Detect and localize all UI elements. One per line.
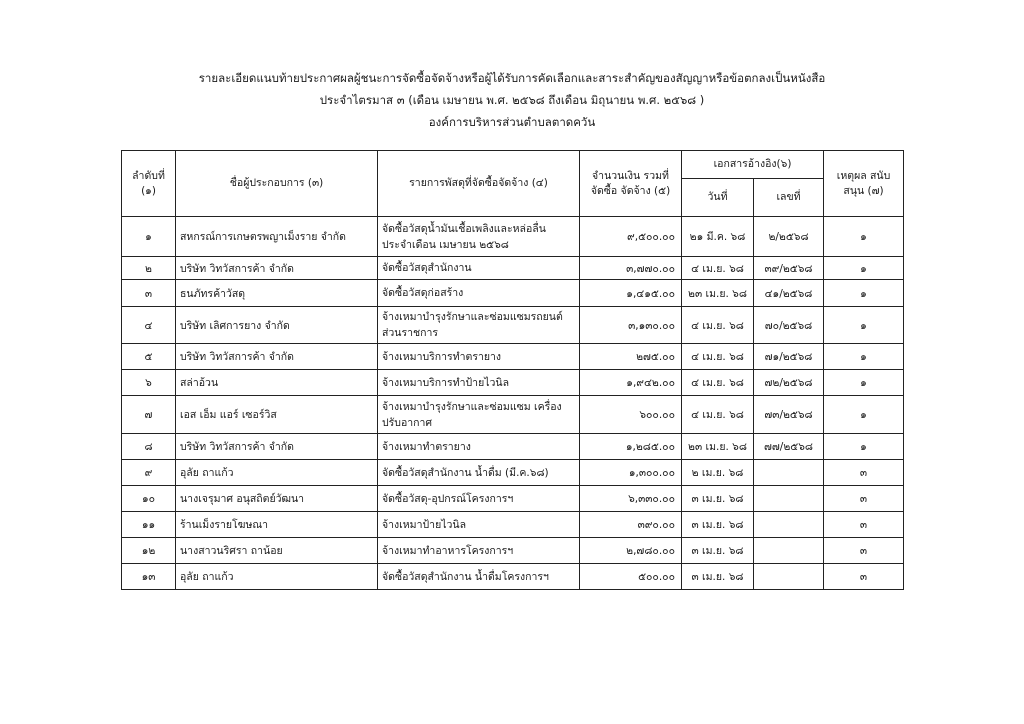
cell-reason: ๑: [824, 344, 904, 370]
procurement-table: [121, 150, 904, 590]
cell-seq: ๒: [122, 257, 176, 280]
cell-ref-no: ๗๗/๒๕๖๘: [754, 434, 824, 460]
cell-ref-no: [754, 460, 824, 486]
cell-vendor: ร้านเม็งรายโฆษณา: [176, 512, 378, 538]
header-item: รายการพัสดุที่จัดซื้อจัดจ้าง (๔): [378, 151, 580, 217]
cell-ref-no: ๗๑/๒๕๖๘: [754, 344, 824, 370]
cell-amount: ๓๙๐.๐๐: [580, 512, 682, 538]
cell-seq: ๙: [122, 460, 176, 486]
cell-ref-date: ๔ เม.ย. ๖๘: [682, 370, 754, 396]
table-row: [122, 460, 904, 486]
document-title-line-1: รายละเอียดแนบท้ายประกาศผลผู้ชนะการจัดซื้อจัดจ้างหรือผู้ได้รับการคัดเลือกและสาระสำคัญของสัญญาหรือข้อตกลงเป็นหนังสือ: [198, 71, 826, 85]
cell-amount: ๖๐๐.๐๐: [580, 396, 682, 434]
cell-reason: ๓: [824, 564, 904, 590]
cell-ref-date: ๓ เม.ย. ๖๘: [682, 512, 754, 538]
header-reason: เหตุผล สนับ สนุน (๗): [824, 151, 904, 217]
cell-seq: ๘: [122, 434, 176, 460]
cell-vendor: นางสาวนริศรา ถาน้อย: [176, 538, 378, 564]
cell-ref-date: ๒๓ เม.ย. ๖๘: [682, 434, 754, 460]
cell-reason: ๑: [824, 370, 904, 396]
cell-seq: ๑๑: [122, 512, 176, 538]
cell-ref-no: ๗๐/๒๕๖๘: [754, 307, 824, 344]
header-ref-date: วันที่: [682, 179, 754, 217]
cell-amount: ๑,๒๘๕.๐๐: [580, 434, 682, 460]
table-row: [122, 512, 904, 538]
table-row: [122, 344, 904, 370]
cell-vendor: บริษัท วิทวัสการค้า จำกัด: [176, 257, 378, 280]
cell-ref-date: ๒๓ เม.ย. ๖๘: [682, 280, 754, 307]
table-row: [122, 217, 904, 257]
cell-reason: ๓: [824, 460, 904, 486]
cell-vendor: บริษัท เลิศการยาง จำกัด: [176, 307, 378, 344]
cell-item: จัดซื้อวัสดุน้ำมันเชื้อเพลิงและหล่อลื่น ประจำเดือน เมษายน ๒๕๖๘: [378, 217, 580, 257]
cell-reason: ๓: [824, 486, 904, 512]
cell-ref-no: [754, 512, 824, 538]
cell-ref-date: ๒ เม.ย. ๖๘: [682, 460, 754, 486]
cell-amount: ๑,๔๑๕.๐๐: [580, 280, 682, 307]
table-row: [122, 564, 904, 590]
cell-item: จัดซื้อวัสดุสำนักงาน น้ำดื่มโครงการฯ: [378, 564, 580, 590]
cell-ref-no: ๗๒/๒๕๖๘: [754, 370, 824, 396]
cell-ref-no: ๓๙/๒๕๖๘: [754, 257, 824, 280]
cell-ref-no: [754, 486, 824, 512]
cell-item: จ้างเหมาทำอาหารโครงการฯ: [378, 538, 580, 564]
cell-vendor: สหกรณ์การเกษตรพญาเม็งราย จำกัด: [176, 217, 378, 257]
cell-reason: ๓: [824, 512, 904, 538]
cell-ref-date: ๓ เม.ย. ๖๘: [682, 538, 754, 564]
cell-ref-date: ๓ เม.ย. ๖๘: [682, 564, 754, 590]
cell-ref-date: ๓ เม.ย. ๖๘: [682, 486, 754, 512]
cell-vendor: บริษัท วิทวัสการค้า จำกัด: [176, 434, 378, 460]
cell-reason: ๑: [824, 396, 904, 434]
table-row: [122, 257, 904, 280]
header-vendor: ชื่อผู้ประกอบการ (๓): [176, 151, 378, 217]
cell-seq: ๗: [122, 396, 176, 434]
cell-reason: ๑: [824, 217, 904, 257]
cell-item: จ้างเหมาบำรุงรักษาและซ่อมแซม เครื่องปรับอากาศ: [378, 396, 580, 434]
cell-reason: ๑: [824, 257, 904, 280]
cell-amount: ๕๐๐.๐๐: [580, 564, 682, 590]
header-reference-group: เอกสารอ้างอิง(๖): [682, 151, 824, 179]
cell-item: จ้างเหมาทำตรายาง: [378, 434, 580, 460]
cell-vendor: สล่าอ้วน: [176, 370, 378, 396]
table-row: [122, 486, 904, 512]
table-row: [122, 538, 904, 564]
cell-seq: ๔: [122, 307, 176, 344]
table-row: [122, 370, 904, 396]
document-title-line-2: ประจำไตรมาส ๓ (เดือน เมษายน พ.ศ. ๒๕๖๘ ถึงเดือน มิถุนายน พ.ศ. ๒๕๖๘ ): [319, 93, 705, 107]
cell-ref-no: ๔๑/๒๕๖๘: [754, 280, 824, 307]
cell-ref-date: ๔ เม.ย. ๖๘: [682, 257, 754, 280]
cell-ref-date: ๒๑ มี.ค. ๖๘: [682, 217, 754, 257]
cell-reason: ๑: [824, 280, 904, 307]
table-header-row: [122, 151, 904, 179]
cell-amount: ๒๗๕.๐๐: [580, 344, 682, 370]
cell-amount: ๓,๑๓๐.๐๐: [580, 307, 682, 344]
cell-amount: ๖,๓๓๐.๐๐: [580, 486, 682, 512]
cell-seq: ๕: [122, 344, 176, 370]
table-row: [122, 434, 904, 460]
cell-seq: ๑๓: [122, 564, 176, 590]
cell-ref-no: [754, 564, 824, 590]
cell-ref-no: ๒/๒๕๖๘: [754, 217, 824, 257]
cell-item: จ้างเหมาบริการทำตรายาง: [378, 344, 580, 370]
table-body: [122, 217, 904, 590]
cell-item: จ้างเหมาบำรุงรักษาและซ่อมแซมรถยนต์ ส่วนราชการ: [378, 307, 580, 344]
cell-amount: ๒,๗๘๐.๐๐: [580, 538, 682, 564]
cell-ref-date: ๔ เม.ย. ๖๘: [682, 396, 754, 434]
cell-reason: ๑: [824, 307, 904, 344]
document-title-line-3: องค์การบริหารส่วนตำบลตาดควัน: [428, 115, 596, 129]
cell-vendor: เอส เอ็ม แอร์ เซอร์วิส: [176, 396, 378, 434]
cell-vendor: อุลัย ถาแก้ว: [176, 564, 378, 590]
cell-amount: ๓,๗๗๐.๐๐: [580, 257, 682, 280]
cell-item: จ้างเหมาป้ายไวนิล: [378, 512, 580, 538]
cell-ref-date: ๔ เม.ย. ๖๘: [682, 307, 754, 344]
cell-vendor: ธนภัทรค้าวัสดุ: [176, 280, 378, 307]
header-amount: จำนวนเงิน รวมที่ จัดซื้อ จัดจ้าง (๕): [580, 151, 682, 217]
cell-ref-no: ๗๓/๒๕๖๘: [754, 396, 824, 434]
cell-reason: ๓: [824, 538, 904, 564]
cell-vendor: อุลัย ถาแก้ว: [176, 460, 378, 486]
cell-ref-date: ๔ เม.ย. ๖๘: [682, 344, 754, 370]
header-ref-no: เลขที่: [754, 179, 824, 217]
cell-item: จัดซื้อวัสดุก่อสร้าง: [378, 280, 580, 307]
cell-vendor: นางเจรุมาศ อนุสถิตย์วัฒนา: [176, 486, 378, 512]
cell-seq: ๖: [122, 370, 176, 396]
cell-ref-no: [754, 538, 824, 564]
table-row: [122, 307, 904, 344]
cell-reason: ๑: [824, 434, 904, 460]
header-seq: ลำดับที่ (๑): [122, 151, 176, 217]
table-row: [122, 280, 904, 307]
cell-vendor: บริษัท วิทวัสการค้า จำกัด: [176, 344, 378, 370]
cell-item: จัดซื้อวัสดุสำนักงาน น้ำดื่ม (มี.ค.๖๘): [378, 460, 580, 486]
cell-amount: ๙,๕๐๐.๐๐: [580, 217, 682, 257]
cell-item: จ้างเหมาบริการทำป้ายไวนิล: [378, 370, 580, 396]
cell-seq: ๑๐: [122, 486, 176, 512]
cell-seq: ๑: [122, 217, 176, 257]
table-row: [122, 396, 904, 434]
cell-item: จัดซื้อวัสดุสำนักงาน: [378, 257, 580, 280]
cell-amount: ๑,๙๔๒.๐๐: [580, 370, 682, 396]
cell-item: จัดซื้อวัสดุ-อุปกรณ์โครงการฯ: [378, 486, 580, 512]
cell-amount: ๑,๓๐๐.๐๐: [580, 460, 682, 486]
cell-seq: ๓: [122, 280, 176, 307]
cell-seq: ๑๒: [122, 538, 176, 564]
